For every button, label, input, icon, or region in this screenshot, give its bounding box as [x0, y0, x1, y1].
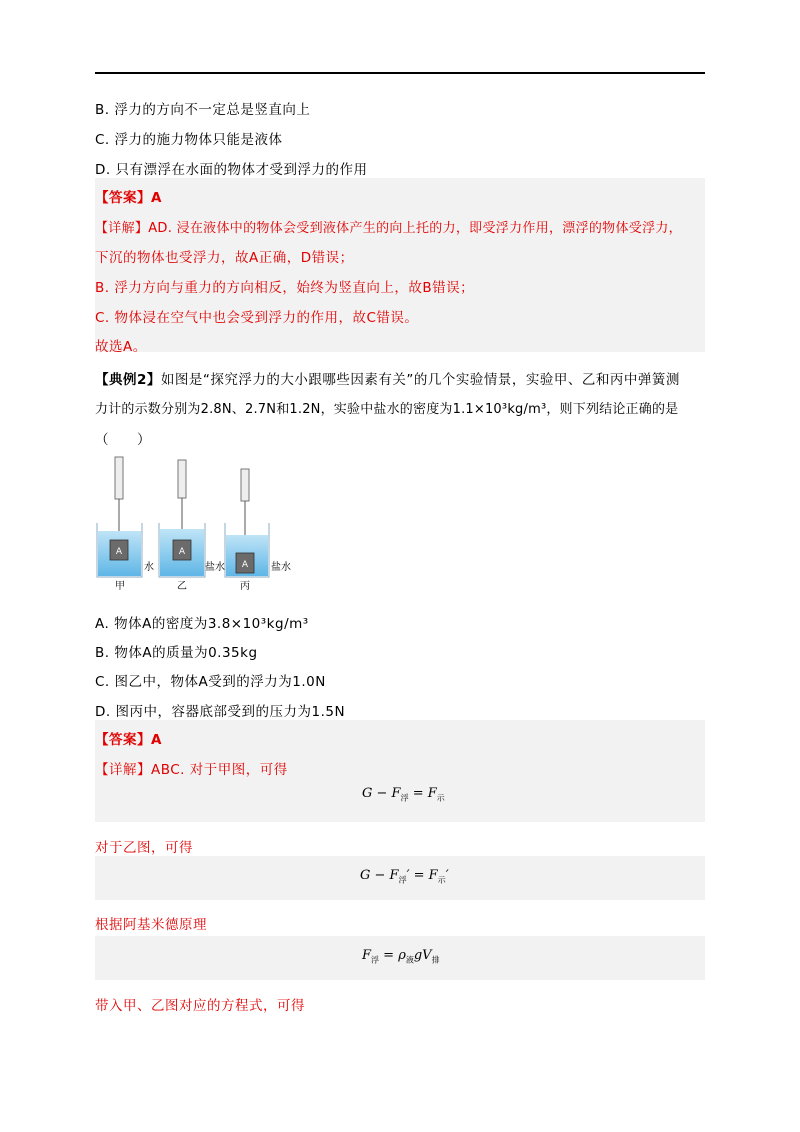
beaker-jia: [97, 457, 142, 577]
example2-line1: [95, 368, 680, 388]
liquid-yi: 盐水: [205, 562, 225, 573]
equation-1: $G - F_浮 = F_示$: [362, 786, 445, 803]
beaker-yi: [159, 460, 205, 577]
example2-line3: （ ）: [95, 432, 151, 448]
option-d: D. 只有漂浮在水面的物体才受到浮力的作用: [95, 162, 368, 178]
answer2-substitute: 带入甲、乙图对应的方程式，可得: [95, 998, 305, 1014]
label-yi: 乙: [177, 581, 187, 592]
answer1-detail-1: 【详解】AD. 浸在液体中的物体会受到液体产生的向上托的力，即受浮力作用，漂浮的物体受浮力，: [95, 221, 682, 236]
q2-option-b: B. 物体A的质量为0.35kg: [95, 645, 258, 661]
q2-option-c: C. 图乙中，物体A受到的浮力为1.0N: [95, 674, 326, 690]
example2-text1: 如图是“探究浮力的大小跟哪些因素有关”的几个实验情景，实验甲、乙和丙中弹簧测: [160, 372, 680, 388]
equation-2: $G - F_浮' = F_示'$: [360, 868, 449, 885]
block-a-bing: A: [241, 560, 249, 570]
q2-option-d: D. 图丙中，容器底部受到的压力为1.5N: [95, 704, 346, 720]
experiment-figure: [95, 455, 310, 595]
header-rule: [95, 72, 705, 74]
option-b: B. 浮力的方向不一定总是竖直向上: [95, 102, 311, 118]
q2-option-a: A. 物体A的密度为3.8×10³kg/m³: [95, 616, 309, 632]
liquid-jia: 水: [144, 562, 154, 573]
label-jia: 甲: [115, 581, 125, 592]
example2-line2: 力计的示数分别为2.8N、2.7N和1.2N，实验中盐水的密度为1.1×10³kg/m³，则下列结论正确的是: [95, 402, 679, 417]
beaker-bing: [225, 469, 269, 577]
answer1-detail-4: C. 物体浸在空气中也会受到浮力的作用，故C错误。: [95, 310, 419, 326]
example2-tag: 【典例2】: [95, 372, 161, 388]
answer-label-1: 【答案】A: [95, 190, 162, 206]
block-a-jia: A: [115, 547, 123, 557]
block-a-yi: A: [178, 547, 186, 557]
answer1-detail-2: 下沉的物体也受浮力，故A正确，D错误；: [95, 250, 354, 266]
answer2-for-yi: 对于乙图，可得: [95, 840, 193, 856]
answer1-choose: 故选A。: [95, 339, 147, 355]
answer2-archimedes: 根据阿基米德原理: [95, 917, 207, 933]
answer1-detail-3: B. 浮力方向与重力的方向相反，始终为竖直向上，故B错误；: [95, 280, 475, 296]
liquid-bing: 盐水: [271, 562, 291, 573]
answer-label-2: 【答案】A: [95, 732, 162, 748]
option-c: C. 浮力的施力物体只能是液体: [95, 132, 283, 148]
answer2-detail: 【详解】ABC. 对于甲图，可得: [95, 762, 288, 778]
label-bing: 丙: [240, 581, 250, 592]
equation-3: $F_浮 = \rho_液gV_排$: [362, 948, 440, 965]
